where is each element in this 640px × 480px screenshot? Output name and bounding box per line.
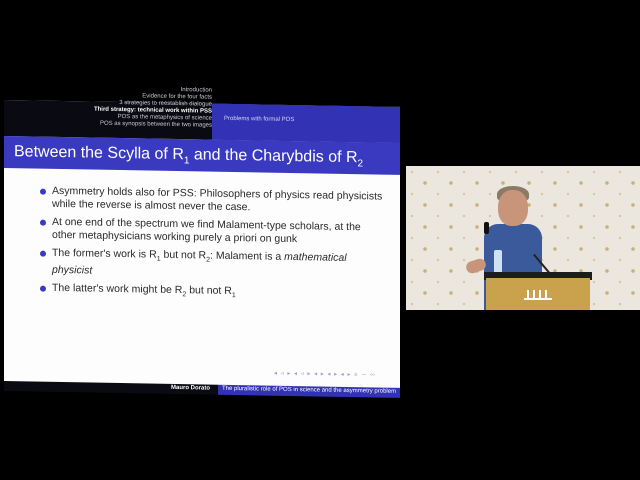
nav-section-synopsis[interactable]: POS as synopsis between the two images <box>99 120 212 129</box>
subsection-navigation <box>212 104 400 143</box>
footer-title-bar <box>218 385 400 398</box>
speaker-video-inset <box>406 166 640 310</box>
nav-section-metaphysics[interactable]: POS as the metaphysics of science <box>117 113 212 122</box>
section-navigation <box>94 86 212 130</box>
footer-author: Mauro Dorato <box>171 384 210 392</box>
footer-talk-title: The pluralistic role of POS in science and the asymmetry problem <box>222 385 397 395</box>
nav-section-strategies[interactable]: 3 strategies to reestablish dialogue <box>119 100 212 108</box>
presentation-slide <box>4 87 400 397</box>
nav-section-introduction[interactable]: Introduction <box>180 87 212 94</box>
bullet-item: The latter's work might be $R_2$ but not $R_1$ <box>40 282 385 305</box>
nav-section-evidence[interactable]: Evidence for the four facts <box>142 93 212 101</box>
bullet-list <box>40 185 385 310</box>
speaker-head <box>498 190 528 226</box>
slide-title: Between the Scylla of $R_1$ and the Charybdis of $R_2$ <box>14 143 364 170</box>
bullet-item: At one end of the spectrum we find Malament-type scholars, at the other metaphysicians working purely a priori on gunk <box>40 216 385 248</box>
footer-author-bar <box>4 381 218 395</box>
nav-subsection[interactable]: Problems with formal POS <box>224 115 295 124</box>
water-bottle <box>494 250 502 274</box>
slide-title-bar <box>4 136 400 175</box>
beamer-navigation-icons[interactable]: ◂ ◃ ▸ ◂ ◃ ▸ ◂ ▸ ◂ ▸ ◂ ▸ ≡ ∽ ∾ <box>274 370 377 379</box>
podium-logo-icon <box>524 286 552 300</box>
microphone-icon <box>484 222 489 234</box>
bullet-item: The former's work is $R_1$ but not $R_2$: Malament is a mathematical physicist <box>40 247 385 283</box>
slide-footer <box>4 381 400 398</box>
bullet-item: Asymmetry holds also for PSS: Philosophers of physics read physicists while the reverse is almost never the case. <box>40 185 385 217</box>
nav-section-current[interactable]: Third strategy: technical work within PSS <box>93 106 212 115</box>
